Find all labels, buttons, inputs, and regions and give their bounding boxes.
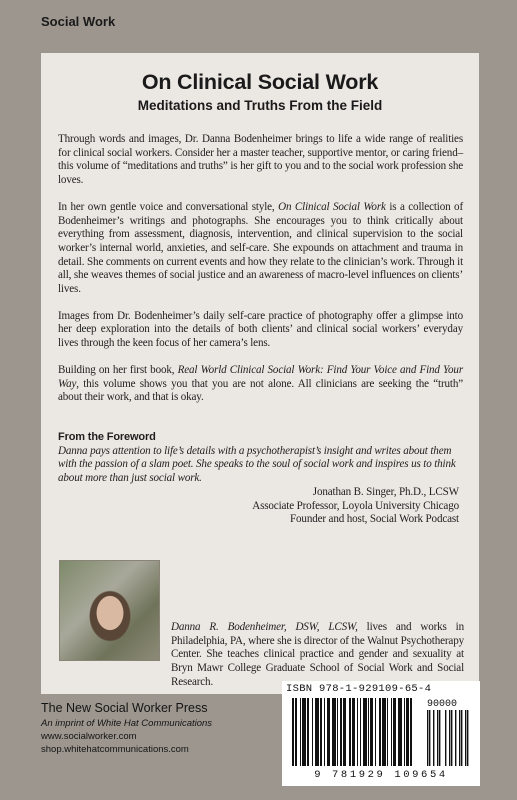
foreword-section xyxy=(58,431,463,527)
publisher-url-2: shop.whitehatcommunications.com xyxy=(41,744,189,755)
author-bio-text: lives and works in Philadelphia, PA, where she is director of the Walnut Psychotherapy Center. She teaches clinical practice and gender and sexuality at Bryn Mawr College Graduate School of Social Work and Social Research. xyxy=(171,621,464,688)
foreword-heading: From the Foreword xyxy=(58,431,156,443)
price-code: 90000 xyxy=(427,699,458,710)
publisher-url-1: www.socialworker.com xyxy=(41,731,137,742)
author-bio xyxy=(171,621,464,690)
foreword-signature-title: Associate Professor, Loyola University Chicago xyxy=(252,499,459,512)
publisher-block xyxy=(41,700,271,756)
description-paragraph-4: Building on her first book, Real World Clinical Social Work: Find Your Voice and Find Your Way, this volume shows you that you are not alone. All clinicians are seeking the “truth” about their work, and that is okay. xyxy=(58,363,463,404)
description xyxy=(58,133,463,418)
foreword-quote: Danna pays attention to life’s details with a psychotherapist’s insight and writes about them with the passion of a slam poet. She speaks to the soul of social work and inspires us to think about more than just social work. xyxy=(58,444,456,485)
barcode-number: 9 781929 109654 xyxy=(314,769,448,781)
author-name: Danna R. Bodenheimer, DSW, LCSW, xyxy=(171,621,358,633)
cover-text-panel xyxy=(41,53,479,694)
publisher-name: The New Social Worker Press xyxy=(41,701,208,715)
barcode xyxy=(282,681,480,786)
author-photo xyxy=(59,560,160,661)
description-paragraph-3: Images from Dr. Bodenheimer’s daily self-care practice of photography offer a glimpse into her deep exploration into the details of both clients’ and clinical social workers’ everyday lives through the keen focus of her camera’s lens. xyxy=(58,309,463,350)
category-label: Social Work xyxy=(41,14,116,29)
barcode-bars xyxy=(286,696,476,768)
book-title: On Clinical Social Work xyxy=(141,70,379,94)
description-paragraph-2: In her own gentle voice and conversational style, On Clinical Social Work is a collection of Bodenheimer’s writings and photographs. She encourages you to think critically about everything from assessment, diagnosis, intervention, and clinical supervision to the social worker’s internal world, anxieties, and self-care. She expounds on attachment and trauma in detail. She comments on current events and how they relate to the clinician’s work. Through it all, she weaves themes of social justice and an awareness of macro-level influences on clients’ lives. xyxy=(58,200,463,296)
book-subtitle: Meditations and Truths From the Field xyxy=(137,98,383,113)
foreword-signature-role: Founder and host, Social Work Podcast xyxy=(290,513,459,526)
isbn-label: ISBN 978-1-929109-65-4 xyxy=(286,683,432,695)
foreword-signature-name: Jonathan B. Singer, Ph.D., LCSW xyxy=(312,485,459,498)
description-paragraph-1: Through words and images, Dr. Danna Bodenheimer brings to life a wide range of realities for clinical social workers. Consider her a master teacher, supportive mentor, or caring friend–this volume of “meditations and truths” is her gift to you and to the social work profession she loves. xyxy=(58,133,463,187)
publisher-imprint: An imprint of White Hat Communications xyxy=(41,718,213,729)
